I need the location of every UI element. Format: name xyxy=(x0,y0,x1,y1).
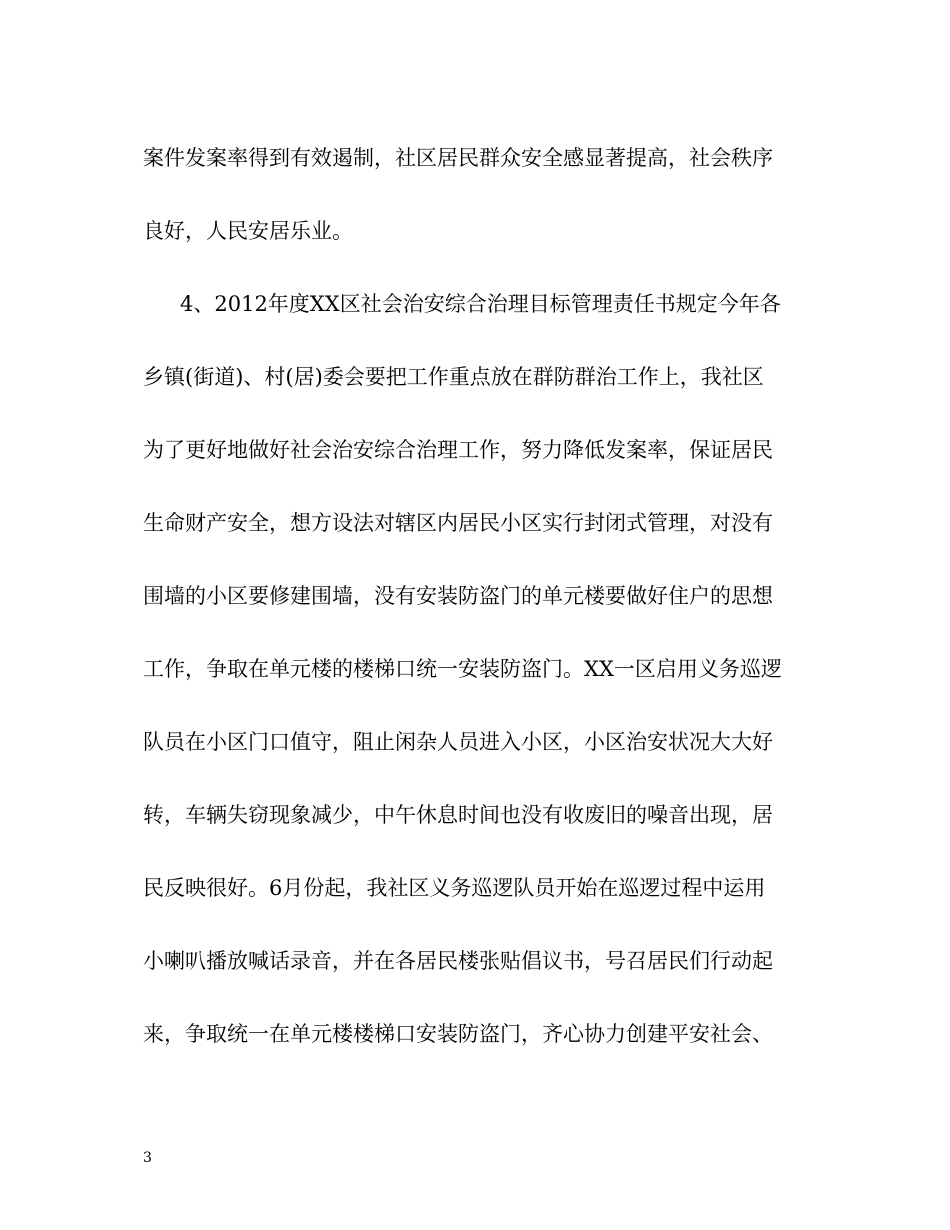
paragraph-line: 案件发案率得到有效遏制，社区居民群众安全感显著提高，社会秩序 xyxy=(143,146,773,170)
paragraph-line: 乡镇(街道)、村(居)委会要把工作重点放在群防群治工作上，我社区 xyxy=(143,365,764,389)
paragraph-line: 围墙的小区要修建围墙，没有安装防盗门的单元楼要做好住户的思想 xyxy=(143,584,773,608)
paragraph-line: 小喇叭播放喊话录音，并在各居民楼张贴倡议书，号召居民们行动起 xyxy=(143,949,773,973)
paragraph-line: 4、2012年度XX区社会治安综合治理目标管理责任书规定今年各 xyxy=(180,292,781,316)
paragraph-line: 队员在小区门口值守，阻止闲杂人员进入小区，小区治安状况大大好 xyxy=(143,730,773,754)
paragraph-line: 良好，人民安居乐业。 xyxy=(143,219,353,243)
paragraph-line: 来，争取统一在单元楼楼梯口安装防盗门，齐心协力创建平安社会、 xyxy=(143,1022,773,1046)
page-number: 3 xyxy=(143,1150,152,1166)
paragraph-line: 转，车辆失窃现象减少，中午休息时间也没有收废旧的噪音出现，居 xyxy=(143,803,773,827)
paragraph-line: 为了更好地做好社会治安综合治理工作，努力降低发案率，保证居民 xyxy=(143,438,773,462)
paragraph-line: 生命财产安全，想方设法对辖区内居民小区实行封闭式管理，对没有 xyxy=(143,511,773,535)
paragraph-line: 工作，争取在单元楼的楼梯口统一安装防盗门。XX一区启用义务巡逻 xyxy=(143,657,782,681)
paragraph-line: 民反映很好。6月份起，我社区义务巡逻队员开始在巡逻过程中运用 xyxy=(143,876,766,900)
